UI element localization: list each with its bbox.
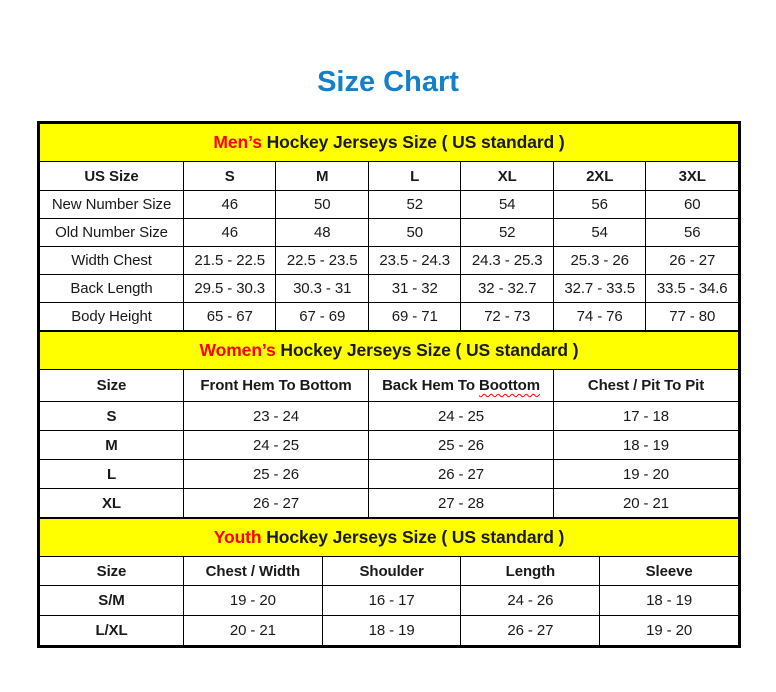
youth-banner-text: Hockey Jerseys Size ( US standard ) [266,527,565,547]
youth-banner-highlight: Youth [213,527,262,547]
column-header: L [368,162,460,191]
value-cell: 26 - 27 [183,489,368,518]
womens-size-table [39,331,739,518]
mens-banner-row [40,124,739,162]
value-cell: 74 - 76 [553,303,645,331]
value-cell: 24 - 25 [369,402,554,431]
value-cell: 19 - 20 [554,460,739,489]
value-cell: 65 - 67 [184,303,276,331]
value-cell: 32.7 - 33.5 [553,275,645,303]
womens-banner [40,332,739,370]
value-cell: 26 - 27 [461,616,600,646]
value-cell: 24 - 26 [461,586,600,616]
column-header: 2XL [553,162,645,191]
mens-banner-highlight: Men’s [213,132,262,152]
table-row [40,247,739,275]
column-header-text: Back Hem To [382,377,475,394]
table-row [40,303,739,331]
size-chart-container [37,121,741,648]
page-title: Size Chart [317,66,459,98]
value-cell: 27 - 28 [369,489,554,518]
value-cell: 33.5 - 34.6 [646,275,739,303]
value-cell: 26 - 27 [369,460,554,489]
table-row [40,219,739,247]
column-header: Chest / Pit To Pit [554,370,739,402]
value-cell: 24.3 - 25.3 [461,247,553,275]
table-row [40,275,739,303]
youth-banner [40,519,739,557]
value-cell: 77 - 80 [646,303,739,331]
misspelled-word: Boottom [478,377,540,394]
column-header: Sleeve [600,557,739,586]
column-header: Shoulder [322,557,461,586]
column-header: 3XL [646,162,739,191]
youth-size-table [39,518,739,646]
table-row [40,586,739,616]
value-cell: 48 [276,219,368,247]
value-cell: 29.5 - 30.3 [184,275,276,303]
row-label: Width Chest [40,247,184,275]
table-row [40,402,739,431]
value-cell: 32 - 32.7 [461,275,553,303]
value-cell: 18 - 19 [554,431,739,460]
value-cell: 46 [184,191,276,219]
value-cell: 67 - 69 [276,303,368,331]
value-cell: 30.3 - 31 [276,275,368,303]
value-cell: 56 [553,191,645,219]
column-header: Size [40,370,184,402]
womens-header-row [40,370,739,402]
value-cell: 69 - 71 [368,303,460,331]
row-label: XL [40,489,184,518]
value-cell: 19 - 20 [183,586,322,616]
column-header: M [276,162,368,191]
column-header: S [184,162,276,191]
column-header: US Size [40,162,184,191]
value-cell: 72 - 73 [461,303,553,331]
column-header: Length [461,557,600,586]
row-label: Old Number Size [40,219,184,247]
row-label: L/XL [40,616,184,646]
value-cell: 23.5 - 24.3 [368,247,460,275]
value-cell: 54 [553,219,645,247]
table-row [40,431,739,460]
row-label: S [40,402,184,431]
value-cell: 22.5 - 23.5 [276,247,368,275]
mens-size-table [39,123,739,331]
row-label: Back Length [40,275,184,303]
row-label: S/M [40,586,184,616]
mens-banner [40,124,739,162]
youth-banner-row [40,519,739,557]
table-row [40,616,739,646]
value-cell: 20 - 21 [554,489,739,518]
mens-header-row [40,162,739,191]
value-cell: 19 - 20 [600,616,739,646]
womens-banner-row [40,332,739,370]
value-cell: 24 - 25 [183,431,368,460]
womens-banner-highlight: Women’s [199,340,276,360]
value-cell: 25 - 26 [369,431,554,460]
value-cell: 21.5 - 22.5 [184,247,276,275]
column-header: Front Hem To Bottom [183,370,368,402]
row-label: Body Height [40,303,184,331]
value-cell: 52 [368,191,460,219]
value-cell: 46 [184,219,276,247]
value-cell: 18 - 19 [322,616,461,646]
table-row [40,489,739,518]
value-cell: 54 [461,191,553,219]
value-cell: 52 [461,219,553,247]
mens-banner-text: Hockey Jerseys Size ( US standard ) [266,132,565,152]
column-header: Size [40,557,184,586]
value-cell: 31 - 32 [368,275,460,303]
value-cell: 25.3 - 26 [553,247,645,275]
column-header: XL [461,162,553,191]
value-cell: 60 [646,191,739,219]
column-header-misspelled [369,370,554,402]
value-cell: 16 - 17 [322,586,461,616]
table-row [40,191,739,219]
table-row [40,460,739,489]
row-label: L [40,460,184,489]
value-cell: 50 [368,219,460,247]
womens-banner-text: Hockey Jerseys Size ( US standard ) [280,340,579,360]
value-cell: 26 - 27 [646,247,739,275]
value-cell: 18 - 19 [600,586,739,616]
value-cell: 20 - 21 [183,616,322,646]
youth-header-row [40,557,739,586]
row-label: New Number Size [40,191,184,219]
value-cell: 25 - 26 [183,460,368,489]
value-cell: 23 - 24 [183,402,368,431]
value-cell: 17 - 18 [554,402,739,431]
column-header: Chest / Width [183,557,322,586]
row-label: M [40,431,184,460]
value-cell: 56 [646,219,739,247]
value-cell: 50 [276,191,368,219]
